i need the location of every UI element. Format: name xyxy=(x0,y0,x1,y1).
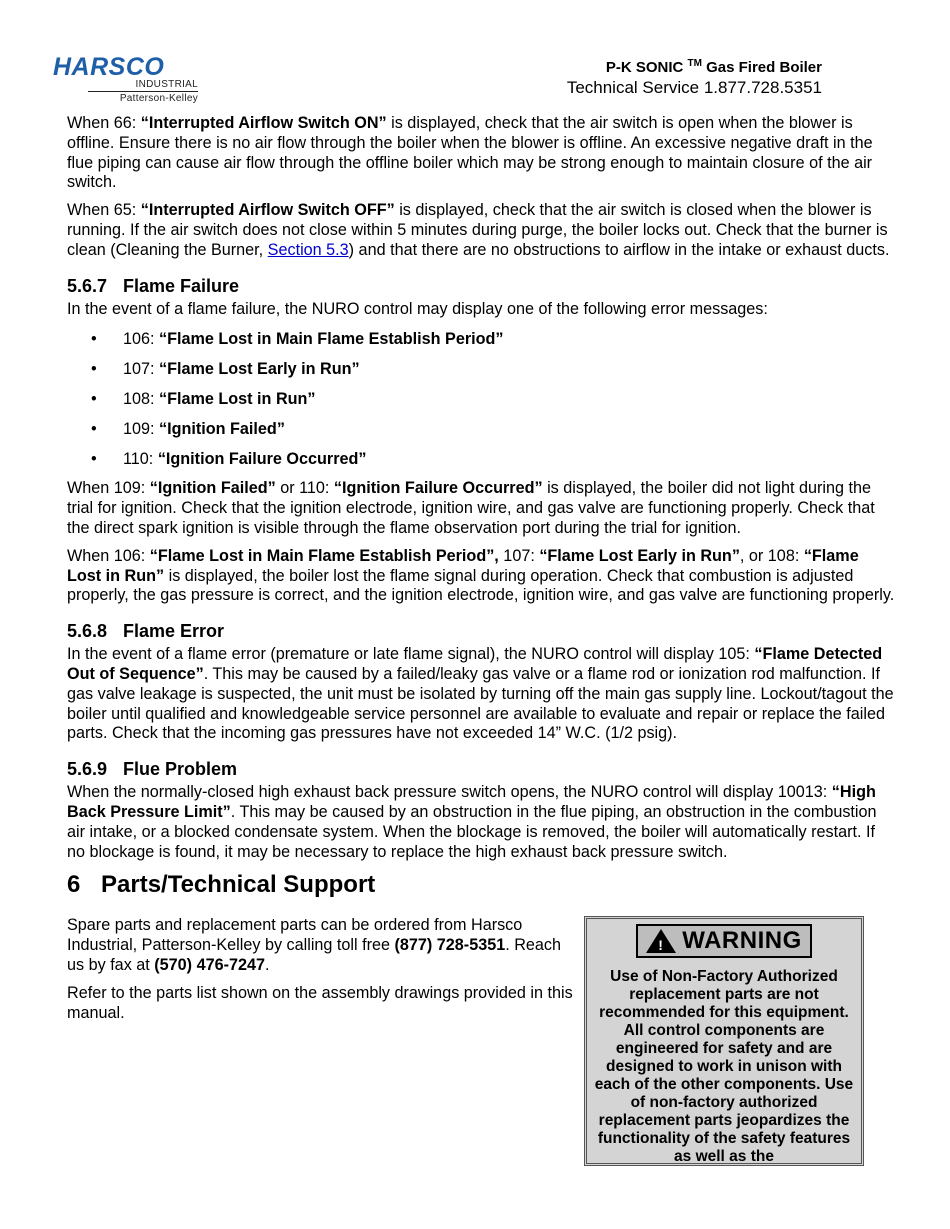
text: When the normally-closed high exhaust back pressure switch opens, the NURO control will display 10013: xyxy=(67,783,832,802)
text: . This may be caused by a failed/leaky gas valve or a flame rod or ionization rod malfunction. If gas valve leakage is suspected, the unit must be isolated by turning off the main gas supply line. Lockout/tagout the boiler until qualified and knowledgeable service personnel are available to evaluate and repair or replace the failed parts. Check that the incoming gas pressures have not exceeded 14” W.C. (1/2 psig). xyxy=(67,664,894,743)
text: Spare parts and replacement parts can be ordered from Harsco Industrial, Patterson-Kelley by calling toll free xyxy=(67,916,523,955)
parts-section xyxy=(67,916,895,1166)
error-message: “Flame Detected Out of Sequence” xyxy=(67,645,883,683)
error-message: “High Back Pressure Limit” xyxy=(67,783,876,821)
text: . Reach us by fax at xyxy=(67,936,562,974)
paragraph-airflow-on xyxy=(67,114,895,193)
list-item xyxy=(67,449,895,469)
section-heading-5-6-7 xyxy=(67,275,895,297)
error-message-list xyxy=(67,329,895,469)
error-message: “Flame Lost Early in Run” xyxy=(539,546,740,565)
list-item xyxy=(67,389,895,409)
section-5-3-link[interactable]: Section 5.3 xyxy=(267,240,349,259)
section-title: Flame Failure xyxy=(123,275,240,296)
paragraph-spare-parts xyxy=(67,916,577,975)
harsco-logo xyxy=(53,55,198,104)
list-item xyxy=(67,329,895,349)
error-message: “Flame Lost in Run” xyxy=(159,390,316,409)
section-number: 5.6.7 xyxy=(67,275,108,296)
section-number: 5.6.9 xyxy=(67,759,108,780)
chapter-title: Parts/Technical Support xyxy=(101,871,376,899)
error-code: 110: xyxy=(123,450,158,469)
document-body xyxy=(67,114,895,1166)
bullet-icon: • xyxy=(91,420,97,439)
error-message: “Flame Lost in Main Flame Establish Period”, xyxy=(149,546,499,565)
text: is displayed, the boiler lost the flame signal during operation. Check that combustion is adjusted properly, the gas pressure is correct, and the ignition electrode, ignition wire, and gas valve are functioning properly. xyxy=(67,566,895,605)
text: . xyxy=(264,955,270,974)
paragraph-parts-list: Refer to the parts list shown on the assembly drawings provided in this manual. xyxy=(67,983,573,1022)
text: When 66: xyxy=(67,114,141,132)
bullet-icon: • xyxy=(91,330,97,349)
parts-text-column xyxy=(67,916,577,1023)
error-message: “Interrupted Airflow Switch OFF” xyxy=(140,201,395,220)
text: When 65: xyxy=(67,201,141,220)
chapter-number: 6 xyxy=(67,871,81,899)
logo-wordmark: HARSCO xyxy=(53,53,165,81)
warning-badge xyxy=(636,924,812,958)
paragraph-airflow-off xyxy=(67,201,895,260)
product-title xyxy=(567,55,822,77)
product-name: P-K SONIC xyxy=(605,59,684,76)
text: . This may be caused by an obstruction in the flue piping, an obstruction in the combustion air intake, or a blocked condensate system. When the blockage is removed, the boiler will automatically restart. If no blockage is found, it may be necessary to replace the high exhaust back pressure switch. xyxy=(67,802,877,861)
error-message: “Ignition Failure Occurred” xyxy=(157,450,367,469)
warning-box xyxy=(584,916,864,1166)
exclamation-icon: ! xyxy=(658,937,663,954)
bullet-icon: • xyxy=(91,360,97,379)
text: When 109: xyxy=(67,479,150,498)
list-item xyxy=(67,419,895,439)
warning-text: Use of Non-Factory Authorized replacement parts are not recommended for this equipment. All control components are engineered for safety and are designed to work in unison with each of the other components. Use of non-factory authorized replacement parts jeopardizes the functionality of the safety features as well as the xyxy=(594,968,854,1166)
logo-subtitle-2: Patterson-Kelley xyxy=(119,93,198,104)
text: or 110: xyxy=(275,479,334,498)
list-item xyxy=(67,359,895,379)
section-title: Flue Problem xyxy=(123,759,238,780)
paragraph-flame-error xyxy=(67,645,895,744)
error-message: “Flame Lost Early in Run” xyxy=(159,360,360,379)
product-type: Gas Fired Boiler xyxy=(701,59,822,76)
section-heading-5-6-9 xyxy=(67,758,895,780)
page-header xyxy=(0,0,950,110)
text: In the event of a flame error (premature or late flame signal), the NURO control will display 105: xyxy=(67,645,755,664)
error-code: 107: xyxy=(123,360,160,379)
fax-number: (570) 476-7247 xyxy=(154,955,265,974)
phone-number: (877) 728-5351 xyxy=(394,936,506,955)
logo-subtitle: INDUSTRIAL xyxy=(135,79,198,90)
section-number: 5.6.8 xyxy=(67,621,108,642)
paragraph-ignition-failed xyxy=(67,479,895,538)
text: is displayed, the boiler did not light during the trial for ignition. Check that the ignition electrode, ignition wire, and gas valve are functioning properly. Check that the direct spark ignition is visible through the flame observation port during the trial for ignition. xyxy=(67,479,875,537)
error-code: 106: xyxy=(123,330,160,349)
bullet-icon: • xyxy=(91,450,97,469)
section-title: Flame Error xyxy=(123,621,225,642)
logo-divider xyxy=(88,91,198,92)
trademark-mark: TM xyxy=(687,58,702,69)
warning-triangle-icon xyxy=(646,929,676,953)
text: ) and that there are no obstructions to airflow in the intake or exhaust ducts. xyxy=(348,240,890,259)
error-message: “Ignition Failed” xyxy=(149,479,276,498)
flame-failure-intro: In the event of a flame failure, the NURO control may display one of the following error messages: xyxy=(67,299,768,318)
text: is displayed, check that the air switch is open when the blower is offline. Ensure there is no air flow through the boiler when the blower is offline. An excessive negative draft in the flue piping can cause air flow through the offline boiler which may be strong enough to maintain closure of the air switch. xyxy=(67,114,873,192)
paragraph-flame-lost xyxy=(67,547,895,606)
text: is displayed, check that the air switch is closed when the blower is running. If the air switch does not close within 5 minutes during purge, the boiler locks out. Check that the burner is clean (Cleaning the Burner, xyxy=(67,201,888,259)
paragraph-flue-problem xyxy=(67,783,895,862)
warning-label: WARNING xyxy=(682,927,802,955)
text: When 106: xyxy=(67,546,150,565)
bullet-icon: • xyxy=(91,390,97,409)
technical-service-line: Technical Service 1.877.728.5351 xyxy=(566,78,822,97)
chapter-heading-6 xyxy=(67,870,895,900)
error-message: “Flame Lost in Main Flame Establish Period” xyxy=(159,330,504,349)
error-message: “Flame Lost in Run” xyxy=(67,546,859,585)
error-code: 108: xyxy=(123,390,160,409)
error-message: “Ignition Failed” xyxy=(159,420,285,439)
error-message: “Ignition Failure Occurred” xyxy=(333,479,543,498)
error-code: 109: xyxy=(123,420,160,439)
text: 107: xyxy=(498,546,540,565)
text: , or 108: xyxy=(739,546,804,565)
section-heading-5-6-8 xyxy=(67,620,895,642)
header-right xyxy=(567,55,822,99)
error-message: “Interrupted Airflow Switch ON” xyxy=(140,114,387,132)
